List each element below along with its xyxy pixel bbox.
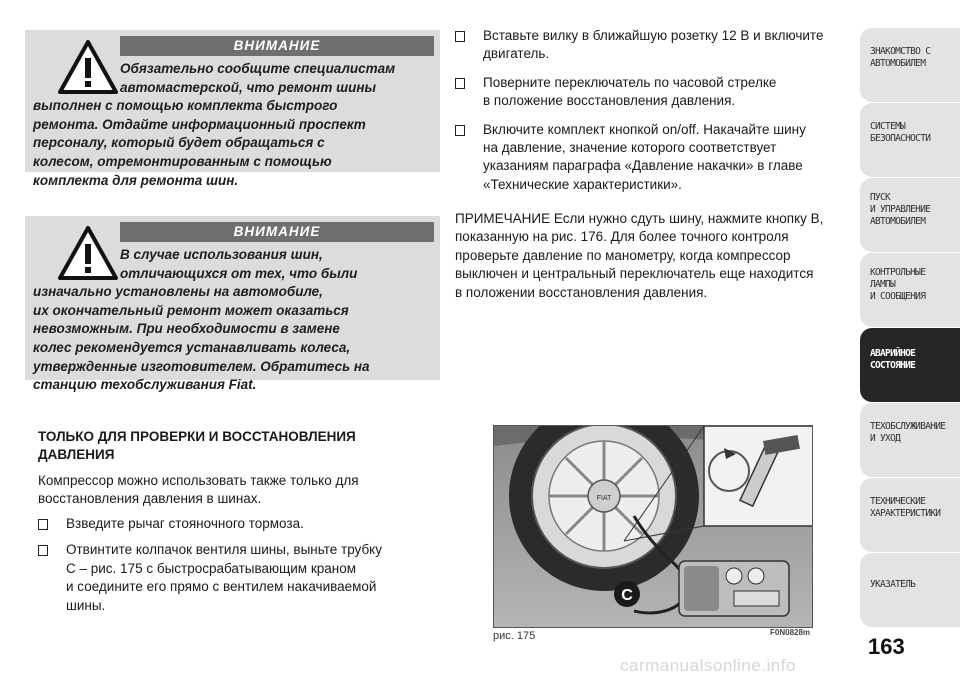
warning-header: ВНИМАНИЕ <box>120 36 434 56</box>
list-item: Взведите рычаг стояночного тормоза. <box>38 515 438 533</box>
left-bullet-list <box>38 515 438 623</box>
list-item: Вставьте вилку в ближайшую розетку 12 В и включите двигатель. <box>455 27 850 64</box>
checkbox-bullet-icon <box>455 78 465 89</box>
tab-ukazatel[interactable]: УКАЗАТЕЛЬ <box>860 553 960 627</box>
tab-sistemy-bezopasnosti[interactable]: СИСТЕМЫ БЕЗОПАСНОСТИ <box>860 103 960 177</box>
tab-tehnicheskie-harakteristiki[interactable]: ТЕХНИЧЕСКИЕ ХАРАКТЕРИСТИКИ <box>860 478 960 552</box>
callout-label: C <box>621 587 633 604</box>
right-bullet-list <box>455 27 850 202</box>
figure-caption: рис. 175 <box>493 630 536 642</box>
tab-tehobsluzhivanie[interactable]: ТЕХОБСЛУЖИВАНИЕ И УХОД <box>860 403 960 477</box>
figure-code: F0N0828m <box>770 628 811 637</box>
checkbox-bullet-icon <box>455 31 465 42</box>
tab-kontrolnye-lampy[interactable]: КОНТРОЛЬНЫЕ ЛАМПЫ И СООБЩЕНИЯ <box>860 253 960 327</box>
figure-compressor-illustration <box>493 425 813 628</box>
compressor-icon <box>679 561 789 616</box>
watermark: carmanualsonline.info <box>620 656 796 675</box>
warning-box-1 <box>25 30 440 188</box>
fiat-logo-text: FIAT <box>596 495 612 502</box>
compressor-wheel-illustration <box>494 426 813 628</box>
warning-header: ВНИМАНИЕ <box>120 222 434 242</box>
list-item: Отвинтите колпачок вентиля шины, выньте трубку С – рис. 175 с быстросрабатывающим краном и соедините его прямо с вентилем накачиваемой шины. <box>38 541 438 615</box>
warning-box-2 <box>25 216 440 393</box>
note-paragraph: ПРИМЕЧАНИЕ Если нужно сдуть шину, нажмите кнопку В, показанную на рис. 176. Для более точного контроля проверьте давление по манометру, когда компрессор выключен и центральный переключатель еще находится в положении восстановления давления. <box>455 211 824 300</box>
tab-znakomstvo[interactable]: ЗНАКОМСТВО С АВТОМОБИЛЕМ <box>860 28 960 102</box>
list-item: Включите комплект кнопкой on/off. Накачайте шину на давление, значение которого соответствует указаниям параграфа «Давление накачки» в главе «Технические характеристики». <box>455 121 850 195</box>
checkbox-bullet-icon <box>455 125 465 136</box>
intro-paragraph: Компрессор можно использовать также только для восстановления давления в шинах. <box>38 473 359 507</box>
tab-pusk-upravlenie[interactable]: ПУСК И УПРАВЛЕНИЕ АВТОМОБИЛЕМ <box>860 178 960 252</box>
tab-avariinoe-sostoyanie[interactable]: АВАРИЙНОЕ СОСТОЯНИЕ <box>860 328 960 402</box>
section-heading: ТОЛЬКО ДЛЯ ПРОВЕРКИ И ВОССТАНОВЛЕНИЯ ДАВЛЕНИЯ <box>38 429 356 462</box>
checkbox-bullet-icon <box>38 519 48 530</box>
warning-text: Обязательно сообщите специалистам автомастерской, что ремонт шины выполнен с помощью комплекта быстрого ремонта. Отдайте информационный проспект персоналу, который будет обращаться с колесом, отремонтированным с помощью комплекта для ремонта шин. <box>33 61 396 188</box>
list-item: Поверните переключатель по часовой стрелке в положение восстановления давления. <box>455 74 850 111</box>
checkbox-bullet-icon <box>38 545 48 556</box>
warning-text: В случае использования шин, отличающихся от тех, что были изначально установлены на автомобиле, их окончательный ремонт может оказаться невозможным. При необходимости в замене колес рекомендуется устанавливать колеса, утвержденные изготовителем. Обратитесь на станцию техобслуживания Fiat. <box>33 247 370 393</box>
page-number: 163 <box>868 634 905 659</box>
